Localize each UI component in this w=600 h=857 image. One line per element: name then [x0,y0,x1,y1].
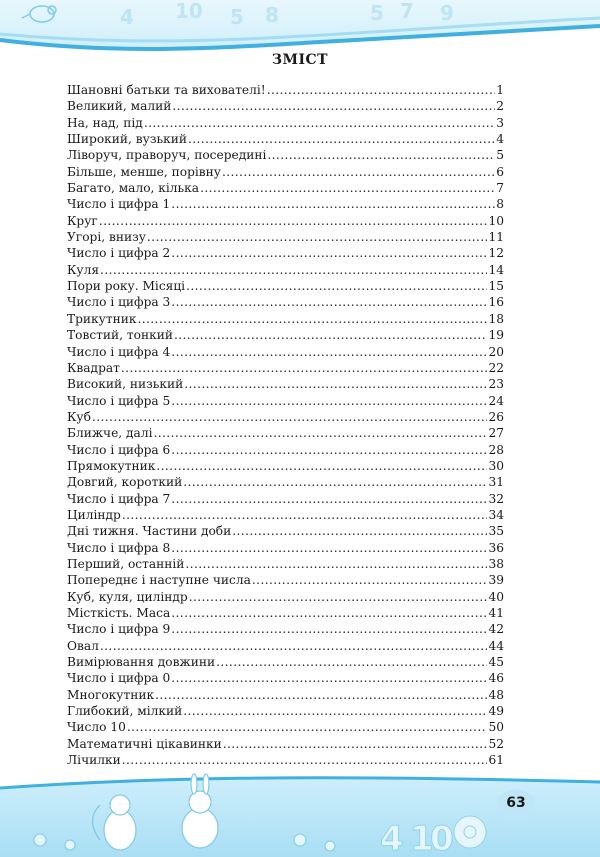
toc-entry-label: Високий, низький [67,377,184,392]
toc-leader-dots [171,621,487,637]
toc-leader-dots [171,344,487,360]
toc-entry [67,425,504,441]
toc-entry-label: Багато, мало, кілька [67,181,200,196]
toc-leader-dots [92,409,488,425]
toc-entry [67,621,504,637]
svg-text:4: 4 [120,5,134,29]
toc-entry-label: Круг [67,213,98,228]
toc-entry-label: Широкий, вузький [67,132,187,147]
toc-leader-dots [100,262,487,278]
toc-entry-page: 14 [488,262,504,277]
toc-entry-page: 30 [488,458,504,473]
toc-entry-page: 5 [496,148,504,163]
toc-entry-label: Довгий, короткий [67,475,183,490]
toc-entry [67,589,504,605]
toc-entry-label: Овал [67,638,99,653]
toc-leader-dots [171,196,495,212]
toc-leader-dots [144,115,495,131]
toc-entry-page: 8 [496,197,504,212]
toc-leader-dots [171,245,487,261]
toc-entry-label: Шановні батьки та вихователі! [67,83,266,97]
toc-entry [67,344,504,360]
toc-leader-dots [188,131,495,147]
toc-entry-page: 27 [488,426,504,441]
toc-entry-page: 28 [488,442,504,457]
toc-entry-label: Число і цифра 5 [67,393,171,408]
toc-entry-page: 31 [488,475,504,490]
toc-entry-label: Дні тижня. Частини доби [67,524,232,539]
toc-entry-label: Попереднє і наступне числа [67,573,251,588]
svg-text:5: 5 [370,1,384,25]
toc-entry-label: Куб [67,409,91,424]
toc-leader-dots [252,572,488,588]
toc-entry [67,147,504,163]
toc-entry-label: Математичні цікавинки [67,736,222,751]
toc-entry [67,311,504,327]
toc-entry-label: Число і цифра 0 [67,671,171,686]
toc-leader-dots [122,507,488,523]
toc-entry [67,229,504,245]
svg-text:4: 4 [380,819,404,857]
toc-entry [67,556,504,572]
toc-entry-page: 22 [488,360,504,375]
page-title: ЗМІСТ [271,52,329,68]
toc-entry-label: Число і цифра 1 [67,197,171,212]
toc-entry-page: 1 [496,83,504,97]
toc-entry-label: Куля [67,262,100,277]
toc-entry-label: Пори року. Місяці [67,279,186,294]
toc-leader-dots [171,670,487,686]
toc-entry-page: 19 [488,328,504,343]
svg-text:0: 0 [430,819,454,857]
toc-entry-label: Число і цифра 8 [67,540,171,555]
toc-entry-page: 52 [488,736,504,751]
toc-entry [67,180,504,196]
toc-entry [67,752,504,768]
toc-entry-page: 6 [496,164,504,179]
toc-entry-label: Глибокий, мілкий [67,704,183,719]
toc-entry-page: 23 [488,377,504,392]
toc-entry-page: 32 [488,491,504,506]
toc-entry-page: 2 [496,99,504,114]
toc-entry-page: 46 [488,671,504,686]
toc-entry [67,327,504,343]
toc-entry [67,360,504,376]
toc-leader-dots [189,589,488,605]
toc-entry-page: 50 [488,720,504,735]
toc-entry [67,523,504,539]
toc-leader-dots [171,294,487,310]
toc-entry-page: 24 [488,393,504,408]
toc-entry-label: Циліндр [67,507,121,522]
toc-entry-label: Число і цифра 3 [67,295,171,310]
toc-entry [67,115,504,131]
toc-entry-page: 20 [488,344,504,359]
toc-entry-page: 38 [488,556,504,571]
toc-entry-page: 44 [488,638,504,653]
toc-entry-label: Лічилки [67,753,121,768]
toc-leader-dots [155,687,487,703]
toc-entry [67,131,504,147]
toc-entry-label: Трикутник [67,311,137,326]
toc-entry [67,278,504,294]
toc-entry [67,687,504,703]
toc-leader-dots [183,474,487,490]
toc-entry [67,376,504,392]
svg-text:1: 1 [410,819,434,857]
toc-entry [67,98,504,114]
toc-entry-page: 42 [488,622,504,637]
toc-entry [67,654,504,670]
toc-entry-label: Число і цифра 2 [67,246,171,261]
toc-entry-page: 36 [488,540,504,555]
toc-entry-label: Куб, куля, циліндр [67,589,188,604]
toc-leader-dots [122,752,488,768]
toc-entry [67,736,504,752]
toc-entry [67,409,504,425]
svg-text:7: 7 [400,0,414,23]
toc-entry-page: 15 [488,279,504,294]
toc-entry-page: 26 [488,409,504,424]
page-number: 63 [506,795,526,811]
toc-entry-page: 3 [496,115,504,130]
toc-leader-dots [99,213,488,229]
toc-entry-label: Ближче, далі [67,426,153,441]
toc-leader-dots [171,491,487,507]
toc-entry-label: Вимірювання довжини [67,655,216,670]
toc-entry [67,638,504,654]
toc-leader-dots [174,327,488,343]
toc-leader-dots [183,703,487,719]
toc-entry-page: 4 [496,132,504,147]
toc-entry-label: Ліворуч, праворуч, посередині [67,148,267,163]
toc-leader-dots [232,523,487,539]
toc-entry [67,507,504,523]
toc-entry [67,213,504,229]
toc-entry-label: Прямокутник [67,458,156,473]
toc-leader-dots [147,229,488,245]
toc-leader-dots [153,425,487,441]
svg-text:8: 8 [265,3,279,27]
toc-entry-label: Місткість. Маса [67,606,171,620]
toc-entry-label: Квадрат [67,360,120,375]
toc-entry [67,491,504,507]
toc-entry-label: Число і цифра 4 [67,344,171,359]
toc-entry-label: Число і цифра 6 [67,442,171,457]
toc-entry [67,670,504,686]
toc-entry-page: 39 [488,573,504,588]
toc-entry [67,164,504,180]
toc-leader-dots [100,638,488,654]
toc-leader-dots [200,180,495,196]
toc-leader-dots [267,82,495,98]
toc-leader-dots [137,311,487,327]
toc-entry-page: 41 [488,606,504,620]
toc-leader-dots [171,393,487,409]
toc-leader-dots [223,736,488,752]
toc-entry-page: 18 [488,311,504,326]
toc-entry-label: Многокутник [67,687,155,702]
toc-entry [67,703,504,719]
toc-leader-dots [216,654,487,670]
toc-leader-dots [267,147,495,163]
toc-leader-dots [171,605,487,621]
toc-entry-label: Число і цифра 7 [67,491,171,506]
toc-entry-page: 40 [488,589,504,604]
toc-entry-page: 35 [488,524,504,539]
toc-leader-dots [186,278,487,294]
toc-entry [67,294,504,310]
svg-text:10: 10 [175,0,203,23]
svg-text:9: 9 [440,1,454,25]
toc-leader-dots [156,458,487,474]
toc-entry-page: 61 [488,753,504,768]
toc-entry-label: Угорі, внизу [67,230,146,245]
toc-entry-page: 48 [488,687,504,702]
toc-leader-dots [121,360,488,376]
toc-leader-dots [184,376,487,392]
toc-leader-dots [171,442,487,458]
toc-entry-label: Число і цифра 9 [67,622,171,637]
toc-entry-page: 34 [488,507,504,522]
toc-entry [67,572,504,588]
toc-entry-page: 16 [488,295,504,310]
toc-entry [67,82,504,98]
toc-entry-label: Товстий, тонкий [67,328,173,343]
toc-entry-page: 12 [488,246,504,261]
toc-entry [67,719,504,735]
toc-entry [67,605,504,621]
svg-text:5: 5 [230,5,244,29]
table-of-contents [67,82,504,768]
toc-entry-page: 45 [488,655,504,670]
toc-entry-page: 10 [488,213,504,228]
toc-leader-dots [127,719,488,735]
toc-entry-page: 49 [488,704,504,719]
toc-entry-label: Більше, менше, порівну [67,164,221,179]
toc-entry [67,474,504,490]
toc-entry [67,245,504,261]
toc-entry [67,540,504,556]
toc-leader-dots [172,98,495,114]
toc-entry [67,196,504,212]
toc-leader-dots [171,540,487,556]
toc-entry-label: Великий, малий [67,99,172,114]
digits-decoration [380,819,454,857]
toc-entry-label: Перший, останній [67,556,185,571]
toc-leader-dots [222,164,495,180]
toc-leader-dots [185,556,487,572]
toc-entry [67,393,504,409]
toc-entry-label: Число 10 [67,720,126,735]
toc-entry-label: На, над, під [67,115,143,130]
toc-entry-page: 11 [488,230,504,245]
toc-entry [67,442,504,458]
toc-entry [67,262,504,278]
toc-entry [67,458,504,474]
toc-entry-page: 7 [496,181,504,196]
